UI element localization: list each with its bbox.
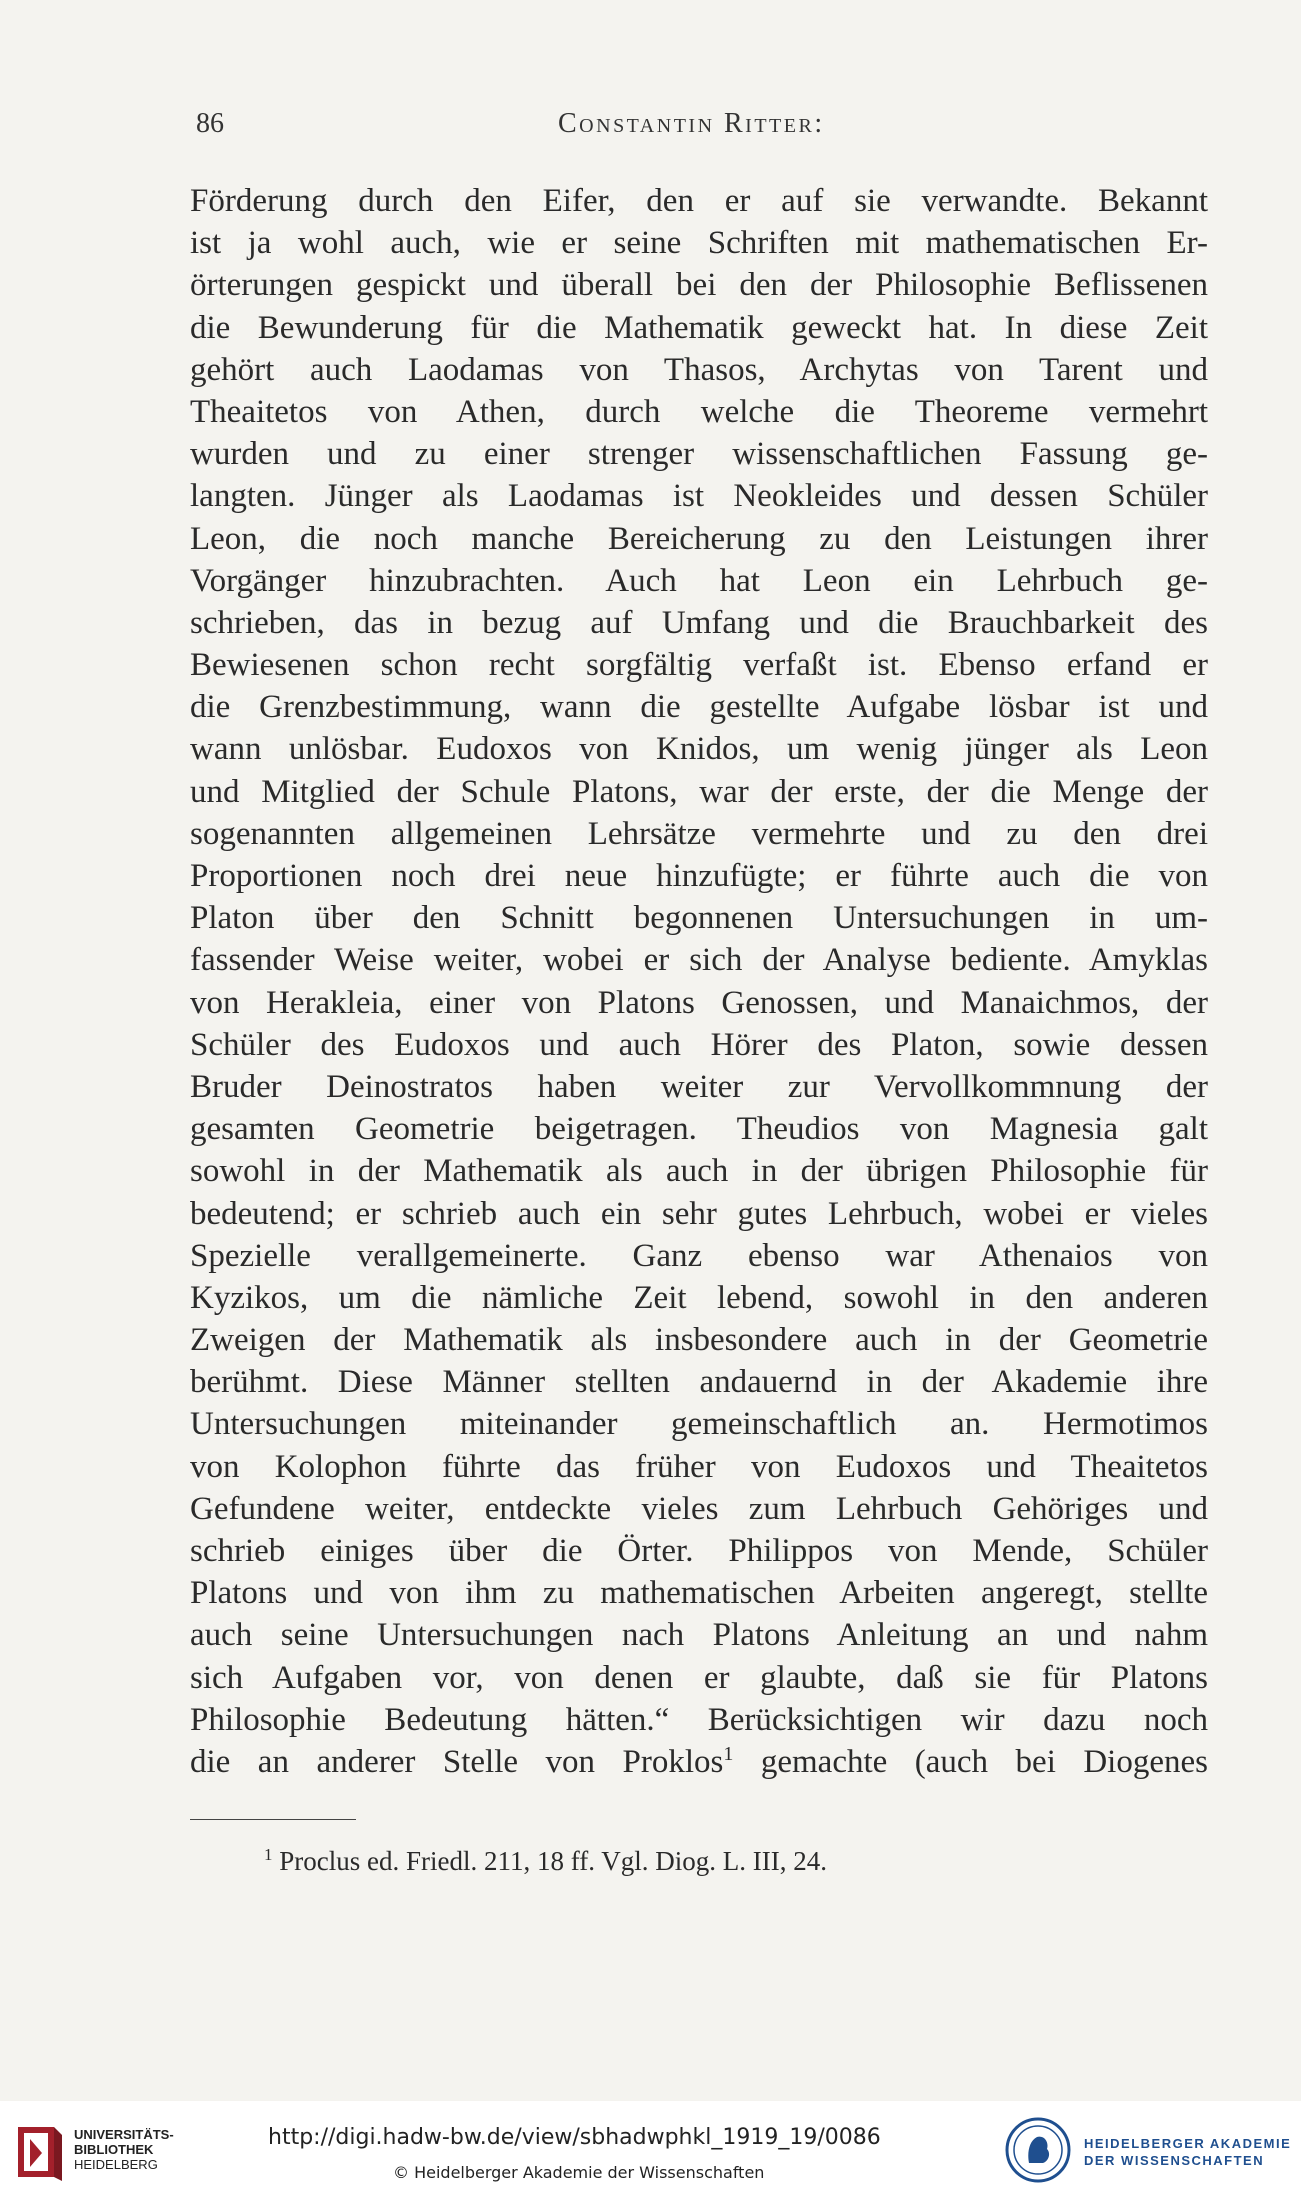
text-line: Kyzikos, um die nämliche Zeit lebend, sowohl in den anderen — [190, 1279, 1208, 1316]
text-line: Philosophie Bedeutung hätten.“ Berücksichtigen wir dazu noch — [190, 1701, 1208, 1738]
footnote-rule — [190, 1819, 356, 1820]
text-line: langten. Jünger als Laodamas ist Neokleides und dessen Schüler — [190, 478, 1208, 515]
text-line: Platon über den Schnitt begonnenen Untersuchungen in um- — [190, 900, 1208, 937]
text-line: Spezielle verallgemeinerte. Ganz ebenso war Athenaios von — [190, 1237, 1208, 1274]
text-line: Theaitetos von Athen, durch welche die Theoreme vermehrt — [190, 393, 1208, 430]
text-line: Zweigen der Mathematik als insbesondere auch in der Geometrie — [190, 1322, 1208, 1359]
text-line: bedeutend; er schrieb auch ein sehr gutes Lehrbuch, wobei er vieles — [190, 1195, 1208, 1232]
copyright-notice: © Heidelberger Akademie der Wissenschaften — [393, 2163, 765, 2182]
text-line: wurden und zu einer strenger wissenschaftlichen Fassung ge- — [190, 436, 1208, 473]
text-line: fassender Weise weiter, wobei er sich der Analyse bediente. Amyklas — [190, 942, 1208, 979]
text-line: schrieben, das in bezug auf Umfang und die Brauchbarkeit des — [190, 604, 1208, 641]
footnote-reference[interactable]: 1 — [723, 1742, 734, 1765]
text-line: Leon, die noch manche Bereicherung zu den Leistungen ihrer — [190, 520, 1208, 557]
text-line: ist ja wohl auch, wie er seine Schriften mit mathematischen Er- — [190, 225, 1208, 262]
text-line: wann unlösbar. Eudoxos von Knidos, um wenig jünger als Leon — [190, 731, 1208, 768]
text-line: gehört auch Laodamas von Thasos, Archytas von Tarent und — [190, 351, 1208, 388]
text-line: schrieb einiges über die Örter. Philippos von Mende, Schüler — [190, 1533, 1208, 1569]
text-line: sich Aufgaben vor, von denen er glaubte, daß sie für Platons — [190, 1659, 1208, 1696]
text-line: berühmt. Diese Männer stellten andauernd in der Akademie ihre — [190, 1364, 1208, 1401]
text-line: die Bewunderung für die Mathematik geweckt hat. In diese Zeit — [190, 309, 1208, 346]
university-library-name: UNIVERSITÄTS- BIBLIOTHEK HEIDELBERG — [74, 2127, 174, 2172]
running-head — [0, 108, 1301, 148]
text-line: die Grenzbestimmung, wann die gestellte Aufgabe lösbar ist und — [190, 689, 1208, 726]
text-line: sogenannten allgemeinen Lehrsätze vermehrte und zu den drei — [190, 815, 1208, 852]
text-line: örterungen gespickt und überall bei den der Philosophie Beflissenen — [190, 267, 1208, 304]
text-line: Bewiesenen schon recht sorgfältig verfaßt ist. Ebenso erfand er — [190, 647, 1208, 684]
running-head-author: Constantin Ritter: — [558, 108, 825, 139]
academy-name: HEIDELBERGER AKADEMIE DER WISSENSCHAFTEN — [1084, 2136, 1292, 2168]
university-library-logo-icon — [14, 2123, 66, 2181]
text-line: Bruder Deinostratos haben weiter zur Vervollkommnung der — [190, 1068, 1208, 1105]
text-line: Vorgänger hinzubrachten. Auch hat Leon ein Lehrbuch ge- — [190, 562, 1208, 599]
footnote-text: Proclus ed. Friedl. 211, 18 ff. Vgl. Diog. L. III, 24. — [272, 1846, 827, 1876]
text-line: Förderung durch den Eifer, den er auf sie verwandte. Bekannt — [190, 183, 1208, 219]
footnote — [264, 1846, 827, 1877]
text-line: von Kolophon führte das früher von Eudoxos und Theaitetos — [190, 1448, 1208, 1485]
text-line: Proportionen noch drei neue hinzufügte; er führte auch die von — [190, 858, 1208, 894]
page-number: 86 — [196, 108, 224, 139]
body-text — [190, 180, 1208, 1783]
text-line: von Herakleia, einer von Platons Genossen, und Manaichmos, der — [190, 984, 1208, 1021]
source-url[interactable]: http://digi.hadw-bw.de/view/sbhadwphkl_1919_19/0086 — [268, 2125, 881, 2150]
academy-seal-icon — [1005, 2117, 1071, 2183]
text-line: Platons und von ihm zu mathematischen Arbeiten angeregt, stellte — [190, 1575, 1208, 1612]
text-line: sowohl in der Mathematik als auch in der übrigen Philosophie für — [190, 1153, 1208, 1190]
footer — [0, 2101, 1301, 2200]
text-line: Gefundene weiter, entdeckte vieles zum Lehrbuch Gehöriges und — [190, 1490, 1208, 1527]
text-line: und Mitglied der Schule Platons, war der erste, der die Menge der — [190, 773, 1208, 810]
text-line: Untersuchungen miteinander gemeinschaftlich an. Hermotimos — [190, 1406, 1208, 1443]
footnote-mark: 1 — [264, 1845, 273, 1864]
text-line: auch seine Untersuchungen nach Platons Anleitung an und nahm — [190, 1617, 1208, 1654]
text-line: gesamten Geometrie beigetragen. Theudios von Magnesia galt — [190, 1111, 1208, 1148]
text-line: Schüler des Eudoxos und auch Hörer des Platon, sowie dessen — [190, 1026, 1208, 1063]
text-line: die an anderer Stelle von Proklos$^1$ gemachte (auch bei Diogenes — [190, 1742, 1208, 1780]
